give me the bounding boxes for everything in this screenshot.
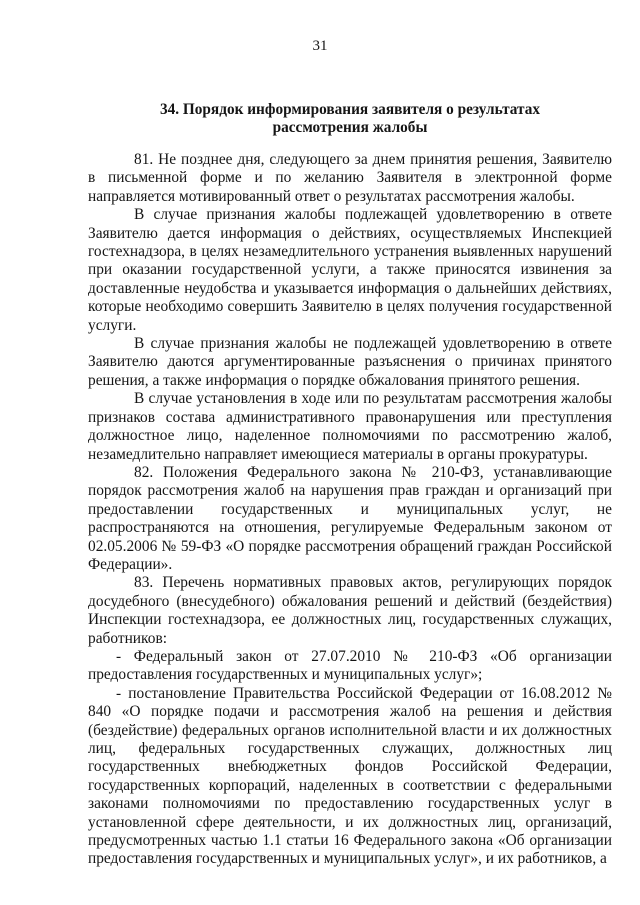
paragraph-complaint-rejected: В случае признания жалобы не подлежащей удовлетворению в ответе Заявителю даются аргументированные разъяснения о причинах принятого решения, а также информация о порядке обжалования принятого решения. bbox=[88, 335, 612, 389]
list-item-federal-law: - Федеральный закон от 27.07.2010 № 210-ФЗ «Об организации предоставления государственных и муниципальных услуг»; bbox=[88, 647, 612, 684]
paragraph-complaint-satisfied: В случае признания жалобы подлежащей удовлетворению в ответе Заявителю дается информация о действиях, осуществляемых Инспекцией гостехнадзора, в целях незамедлительного устранения выявленных нарушений при оказании государственной услуги, а также приносятся извинения за доставленные неудобства и указывается информация о дальнейших действиях, которые необходимо совершить Заявителю в целях получения государственной услуги. bbox=[88, 206, 612, 334]
body-text bbox=[88, 151, 612, 869]
paragraph-83: 83. Перечень нормативных правовых актов, регулирующих порядок досудебного (внесудебного) обжалования решений и действий (бездействия) Инспекции гостехнадзора, ее должностных лиц, государственных служащих, работников: bbox=[88, 574, 612, 647]
paragraph-81: 81. Не позднее дня, следующего за днем принятия решения, Заявителю в письменной форме и по желанию Заявителя в электронной форме направляется мотивированный ответ о результатах рассмотрения жалобы. bbox=[88, 151, 612, 205]
section-heading bbox=[88, 101, 612, 137]
section-heading-line-1: 34. Порядок информирования заявителя о результатах bbox=[159, 101, 541, 118]
page-number: 31 bbox=[312, 38, 328, 54]
paragraph-prosecution: В случае установления в ходе или по результатам рассмотрения жалобы признаков состава административного правонарушения или преступления должностное лицо, наделенное полномочиями по рассмотрению жалоб, незамедлительно направляет имеющиеся материалы в органы прокуратуры. bbox=[88, 390, 612, 463]
section-heading-line-2: рассмотрения жалобы bbox=[272, 119, 428, 136]
list-item-government-decree: - постановление Правительства Российской Федерации от 16.08.2012 № 840 «О порядке подачи и рассмотрения жалоб на решения и действия (бездействие) федеральных органов исполнительной власти и их должностных лиц, федеральных государственных служащих, должностных лиц государственных внебюджетных фондов Российской Федерации, государственных корпораций, наделенных в соответствии с федеральными законами полномочиями по предоставлению государственных услуг в установленной сфере деятельности, и их должностных лиц, организаций, предусмотренных частью 1.1 статьи 16 Федерального закона «Об организации предоставления государственных и муниципальных услуг», и их работников, а bbox=[88, 684, 612, 868]
paragraph-82: 82. Положения Федерального закона № 210-ФЗ, устанавливающие порядок рассмотрения жалоб на нарушения прав граждан и организаций при предоставлении государственных и муниципальных услуг, не распространяются на отношения, регулируемые Федеральным законом от 02.05.2006 № 59-ФЗ «О порядке рассмотрения обращений граждан Российской Федерации». bbox=[88, 463, 612, 573]
